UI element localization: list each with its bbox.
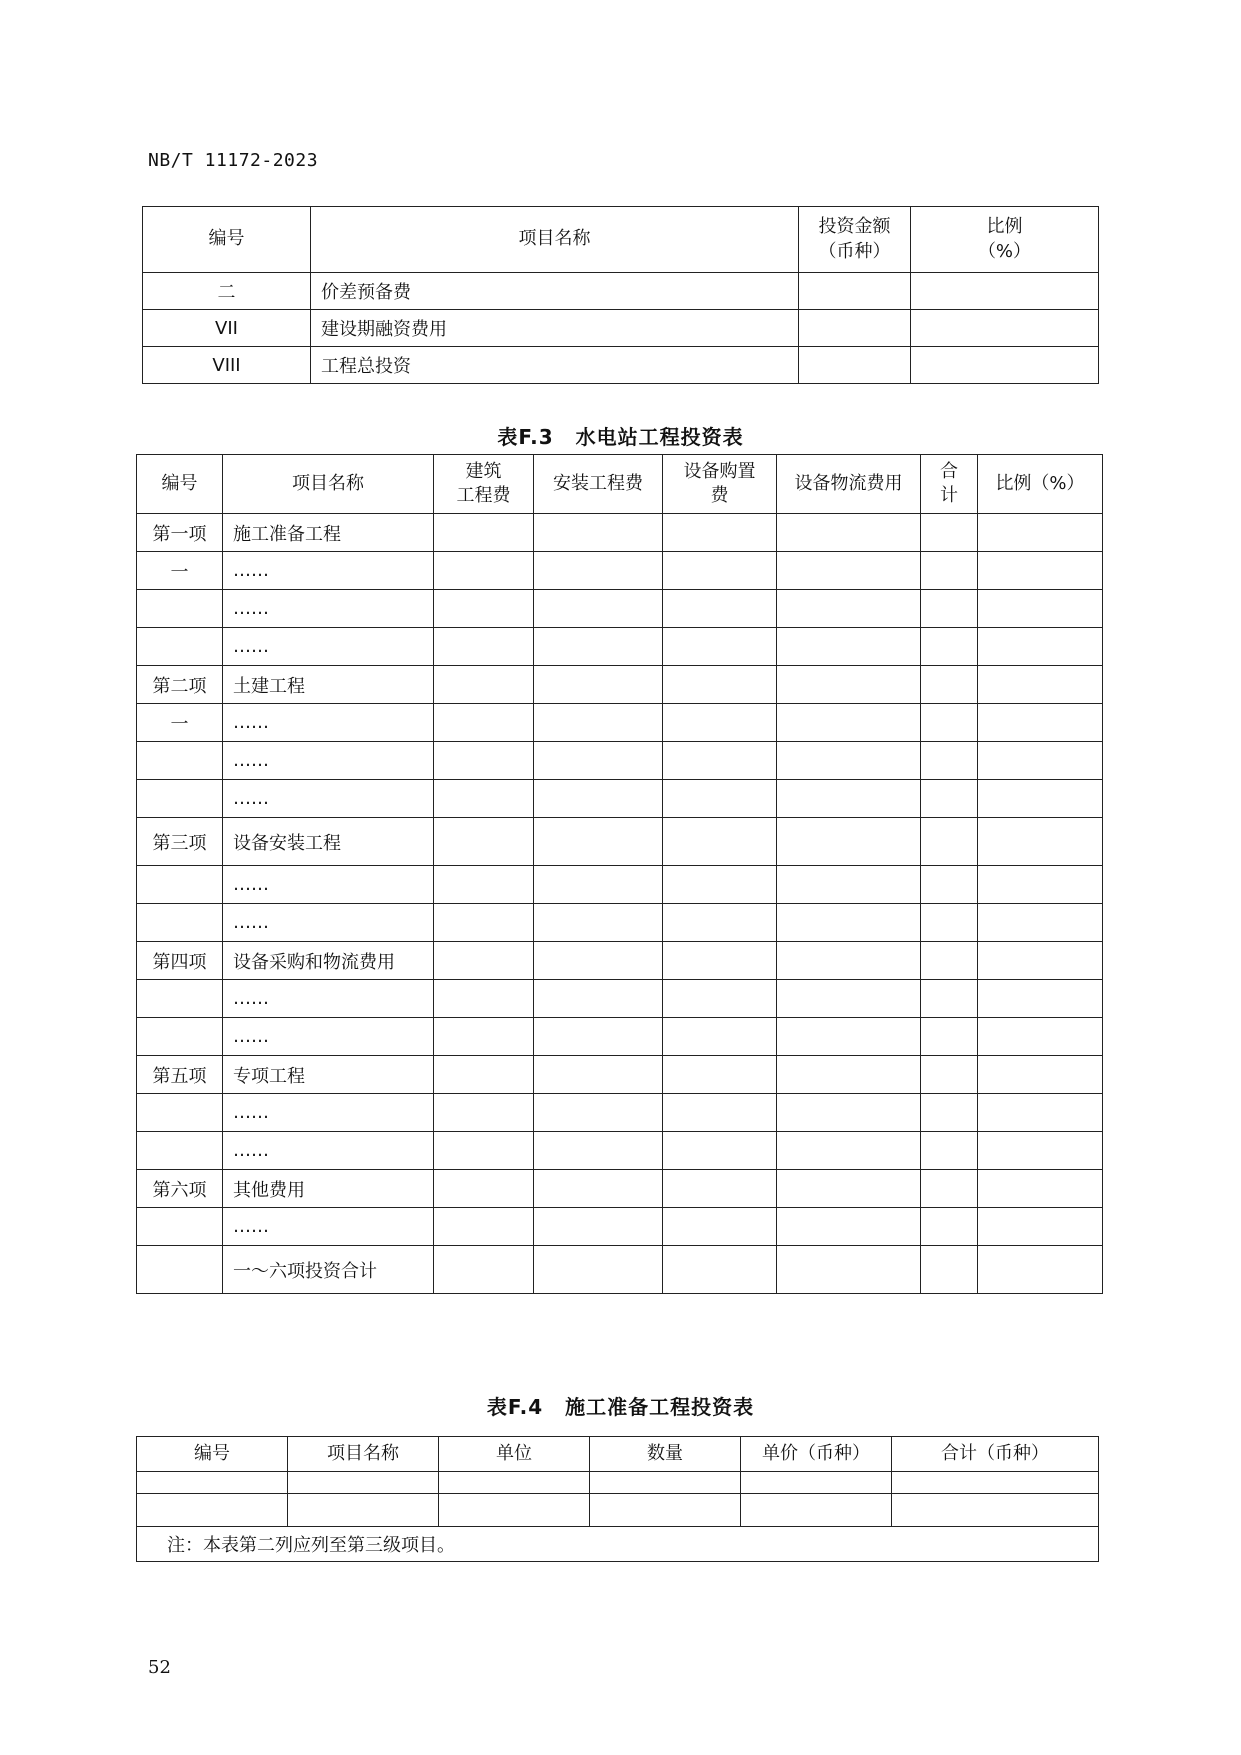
row-value-cell xyxy=(921,1170,978,1208)
row-amount xyxy=(799,310,911,347)
row-value-cell xyxy=(978,514,1103,552)
row-value-cell xyxy=(777,552,921,590)
row-value-cell xyxy=(434,1094,534,1132)
table-header-row xyxy=(143,207,1099,273)
row-no xyxy=(137,628,223,666)
row-ratio xyxy=(911,347,1099,384)
table-row xyxy=(137,1170,1103,1208)
row-value-cell xyxy=(978,1170,1103,1208)
row-value-cell xyxy=(978,1208,1103,1246)
row-value-cell xyxy=(978,942,1103,980)
row-value-cell xyxy=(978,818,1103,866)
row-name: 建设期融资费用 xyxy=(311,310,799,347)
row-value-cell xyxy=(777,1132,921,1170)
row-value-cell xyxy=(921,780,978,818)
row-name: 价差预备费 xyxy=(311,273,799,310)
table-row xyxy=(137,818,1103,866)
row-ratio xyxy=(911,310,1099,347)
row-value-cell xyxy=(777,704,921,742)
row-value-cell xyxy=(978,704,1103,742)
row-value-cell xyxy=(663,942,777,980)
row-no xyxy=(137,590,223,628)
table-row xyxy=(137,1494,1099,1527)
header-no: 编号 xyxy=(137,1437,288,1472)
row-value-cell xyxy=(777,780,921,818)
table-f4-number: 表F.4 xyxy=(486,1395,544,1419)
table-f4 xyxy=(136,1436,1099,1562)
table-f3-caption xyxy=(0,421,1241,450)
row-value-cell xyxy=(978,866,1103,904)
row-value-cell xyxy=(921,904,978,942)
row-value-cell xyxy=(434,666,534,704)
table-row xyxy=(137,942,1103,980)
table-f3-body xyxy=(137,514,1103,1294)
row-value-cell xyxy=(921,1246,978,1294)
row-no: 一 xyxy=(137,704,223,742)
row-no: 第二项 xyxy=(137,666,223,704)
header-unit: 单位 xyxy=(439,1437,590,1472)
table-row xyxy=(137,1056,1103,1094)
row-no xyxy=(137,1018,223,1056)
row-value-cell xyxy=(663,818,777,866)
row-value-cell xyxy=(663,628,777,666)
row-value-cell xyxy=(921,818,978,866)
row-value-cell xyxy=(534,742,663,780)
row-value-cell xyxy=(663,904,777,942)
row-value-cell xyxy=(663,742,777,780)
row-name: …… xyxy=(223,1094,434,1132)
table-row xyxy=(137,1018,1103,1056)
header-name: 项目名称 xyxy=(288,1437,439,1472)
row-value-cell xyxy=(434,1170,534,1208)
row-value-cell xyxy=(777,1246,921,1294)
row-amount xyxy=(799,347,911,384)
row-ratio xyxy=(911,273,1099,310)
row-no: 第六项 xyxy=(137,1170,223,1208)
row-value-cell xyxy=(534,866,663,904)
row-value-cell xyxy=(534,1132,663,1170)
row-value-cell xyxy=(434,1056,534,1094)
header-no: 编号 xyxy=(143,207,311,273)
row-value-cell xyxy=(978,590,1103,628)
row-value-cell xyxy=(978,980,1103,1018)
header-quantity: 数量 xyxy=(590,1437,741,1472)
standard-code: NB/T 11172-2023 xyxy=(148,150,319,171)
row-value-cell xyxy=(534,780,663,818)
row-name: …… xyxy=(223,628,434,666)
row-no xyxy=(137,904,223,942)
row-no: 第三项 xyxy=(137,818,223,866)
cell xyxy=(288,1472,439,1494)
row-no xyxy=(137,1208,223,1246)
row-no: 第一项 xyxy=(137,514,223,552)
row-value-cell xyxy=(921,980,978,1018)
row-value-cell xyxy=(978,1246,1103,1294)
row-name: 其他费用 xyxy=(223,1170,434,1208)
row-value-cell xyxy=(434,628,534,666)
row-value-cell xyxy=(777,942,921,980)
row-name: 工程总投资 xyxy=(311,347,799,384)
cell xyxy=(892,1494,1099,1527)
row-value-cell xyxy=(434,1208,534,1246)
table-row xyxy=(137,742,1103,780)
table-row xyxy=(137,980,1103,1018)
table-row xyxy=(137,1132,1103,1170)
header-logistics-cost: 设备物流费用 xyxy=(777,455,921,514)
row-value-cell xyxy=(978,1056,1103,1094)
table-note-row xyxy=(137,1527,1099,1562)
row-value-cell xyxy=(663,1132,777,1170)
row-no xyxy=(137,866,223,904)
row-value-cell xyxy=(921,704,978,742)
header-ratio: 比例（%） xyxy=(978,455,1103,514)
row-value-cell xyxy=(978,552,1103,590)
cell xyxy=(439,1494,590,1527)
row-value-cell xyxy=(434,590,534,628)
cell xyxy=(741,1472,892,1494)
row-value-cell xyxy=(663,1208,777,1246)
cell xyxy=(741,1494,892,1527)
row-name: …… xyxy=(223,552,434,590)
row-value-cell xyxy=(978,742,1103,780)
table-row xyxy=(137,666,1103,704)
row-value-cell xyxy=(534,1170,663,1208)
row-no xyxy=(137,980,223,1018)
table-f2-continued xyxy=(142,206,1099,384)
row-name: …… xyxy=(223,980,434,1018)
row-name: …… xyxy=(223,704,434,742)
row-value-cell xyxy=(777,742,921,780)
row-value-cell xyxy=(663,1018,777,1056)
row-value-cell xyxy=(663,980,777,1018)
row-value-cell xyxy=(663,780,777,818)
row-no xyxy=(137,1094,223,1132)
row-value-cell xyxy=(663,1170,777,1208)
row-name: …… xyxy=(223,1018,434,1056)
row-value-cell xyxy=(663,514,777,552)
table-header-row xyxy=(137,455,1103,514)
table-f3-title: 水电站工程投资表 xyxy=(575,425,744,449)
header-total: 合 计 xyxy=(921,455,978,514)
row-value-cell xyxy=(777,590,921,628)
row-no xyxy=(137,1246,223,1294)
cell xyxy=(439,1472,590,1494)
row-value-cell xyxy=(534,942,663,980)
row-value-cell xyxy=(921,1132,978,1170)
row-value-cell xyxy=(777,1208,921,1246)
table-row xyxy=(137,552,1103,590)
table-row xyxy=(137,904,1103,942)
row-value-cell xyxy=(921,552,978,590)
header-building-cost: 建筑 工程费 xyxy=(434,455,534,514)
row-value-cell xyxy=(921,1094,978,1132)
row-value-cell xyxy=(921,942,978,980)
row-value-cell xyxy=(921,1018,978,1056)
row-value-cell xyxy=(663,866,777,904)
row-value-cell xyxy=(978,1094,1103,1132)
row-value-cell xyxy=(777,818,921,866)
header-name: 项目名称 xyxy=(223,455,434,514)
row-value-cell xyxy=(434,942,534,980)
row-value-cell xyxy=(534,1208,663,1246)
row-value-cell xyxy=(777,1056,921,1094)
row-value-cell xyxy=(663,552,777,590)
table-header-row xyxy=(137,1437,1099,1472)
header-unit-price: 单价（币种） xyxy=(741,1437,892,1472)
table-f3 xyxy=(136,454,1103,1294)
row-name: 设备安装工程 xyxy=(223,818,434,866)
row-value-cell xyxy=(777,866,921,904)
table-row xyxy=(137,590,1103,628)
table-row xyxy=(137,514,1103,552)
row-value-cell xyxy=(978,1018,1103,1056)
table-row xyxy=(137,866,1103,904)
row-value-cell xyxy=(534,1018,663,1056)
row-value-cell xyxy=(434,552,534,590)
row-name: 专项工程 xyxy=(223,1056,434,1094)
row-value-cell xyxy=(777,1018,921,1056)
row-name: 一～六项投资合计 xyxy=(223,1246,434,1294)
row-value-cell xyxy=(534,628,663,666)
row-value-cell xyxy=(777,1094,921,1132)
table-note: 注：本表第二列应列至第三级项目。 xyxy=(137,1527,1099,1562)
table-row xyxy=(137,704,1103,742)
table-row xyxy=(143,347,1099,384)
header-install-cost: 安装工程费 xyxy=(534,455,663,514)
row-value-cell xyxy=(978,666,1103,704)
row-name: …… xyxy=(223,1132,434,1170)
row-name: 施工准备工程 xyxy=(223,514,434,552)
row-value-cell xyxy=(663,666,777,704)
row-value-cell xyxy=(534,704,663,742)
row-value-cell xyxy=(434,780,534,818)
row-no xyxy=(137,1132,223,1170)
row-value-cell xyxy=(534,904,663,942)
row-value-cell xyxy=(534,552,663,590)
table-row xyxy=(137,1246,1103,1294)
row-name: …… xyxy=(223,1208,434,1246)
table-f3-number: 表F.3 xyxy=(497,425,554,449)
row-value-cell xyxy=(663,1246,777,1294)
row-value-cell xyxy=(777,1170,921,1208)
row-value-cell xyxy=(663,1094,777,1132)
row-value-cell xyxy=(534,666,663,704)
table-f4-caption xyxy=(0,1391,1241,1420)
row-value-cell xyxy=(534,1094,663,1132)
row-no: 第四项 xyxy=(137,942,223,980)
row-value-cell xyxy=(434,1246,534,1294)
row-value-cell xyxy=(921,590,978,628)
row-value-cell xyxy=(777,904,921,942)
row-name: …… xyxy=(223,866,434,904)
header-total: 合计（币种） xyxy=(892,1437,1099,1472)
row-value-cell xyxy=(534,1246,663,1294)
row-value-cell xyxy=(921,742,978,780)
header-ratio: 比例 （%） xyxy=(911,207,1099,273)
row-value-cell xyxy=(434,866,534,904)
row-value-cell xyxy=(434,704,534,742)
row-value-cell xyxy=(663,590,777,628)
row-value-cell xyxy=(534,980,663,1018)
row-value-cell xyxy=(978,780,1103,818)
row-value-cell xyxy=(921,514,978,552)
row-name: …… xyxy=(223,742,434,780)
row-no: 二 xyxy=(143,273,311,310)
header-amount: 投资金额 （币种） xyxy=(799,207,911,273)
row-no xyxy=(137,780,223,818)
row-value-cell xyxy=(534,818,663,866)
row-value-cell xyxy=(921,1056,978,1094)
row-value-cell xyxy=(777,514,921,552)
row-no xyxy=(137,742,223,780)
row-value-cell xyxy=(978,1132,1103,1170)
row-name: …… xyxy=(223,780,434,818)
row-value-cell xyxy=(434,1018,534,1056)
cell xyxy=(137,1494,288,1527)
row-value-cell xyxy=(777,980,921,1018)
row-value-cell xyxy=(921,666,978,704)
table-f4-title: 施工准备工程投资表 xyxy=(565,1395,755,1419)
cell xyxy=(137,1472,288,1494)
table-row xyxy=(137,628,1103,666)
row-amount xyxy=(799,273,911,310)
header-no: 编号 xyxy=(137,455,223,514)
page-number: 52 xyxy=(148,1657,171,1678)
row-value-cell xyxy=(534,1056,663,1094)
row-value-cell xyxy=(777,628,921,666)
row-value-cell xyxy=(777,666,921,704)
row-value-cell xyxy=(978,628,1103,666)
row-value-cell xyxy=(921,628,978,666)
row-no: VII xyxy=(143,310,311,347)
row-value-cell xyxy=(434,742,534,780)
cell xyxy=(288,1494,439,1527)
table-row xyxy=(137,1208,1103,1246)
row-no: 一 xyxy=(137,552,223,590)
row-value-cell xyxy=(434,980,534,1018)
row-value-cell xyxy=(921,1208,978,1246)
table-row xyxy=(137,1472,1099,1494)
header-name: 项目名称 xyxy=(311,207,799,273)
header-equipment-cost: 设备购置 费 xyxy=(663,455,777,514)
row-name: …… xyxy=(223,904,434,942)
row-value-cell xyxy=(663,1056,777,1094)
row-no: 第五项 xyxy=(137,1056,223,1094)
table-row xyxy=(137,780,1103,818)
table-row xyxy=(137,1094,1103,1132)
row-name: 设备采购和物流费用 xyxy=(223,942,434,980)
cell xyxy=(892,1472,1099,1494)
cell xyxy=(590,1472,741,1494)
table-row xyxy=(143,273,1099,310)
row-value-cell xyxy=(978,904,1103,942)
row-value-cell xyxy=(921,866,978,904)
row-value-cell xyxy=(434,1132,534,1170)
row-value-cell xyxy=(434,904,534,942)
cell xyxy=(590,1494,741,1527)
row-name: …… xyxy=(223,590,434,628)
row-value-cell xyxy=(434,818,534,866)
row-value-cell xyxy=(663,704,777,742)
row-name: 土建工程 xyxy=(223,666,434,704)
row-value-cell xyxy=(534,514,663,552)
row-value-cell xyxy=(434,514,534,552)
table-row xyxy=(143,310,1099,347)
row-no: VIII xyxy=(143,347,311,384)
row-value-cell xyxy=(534,590,663,628)
